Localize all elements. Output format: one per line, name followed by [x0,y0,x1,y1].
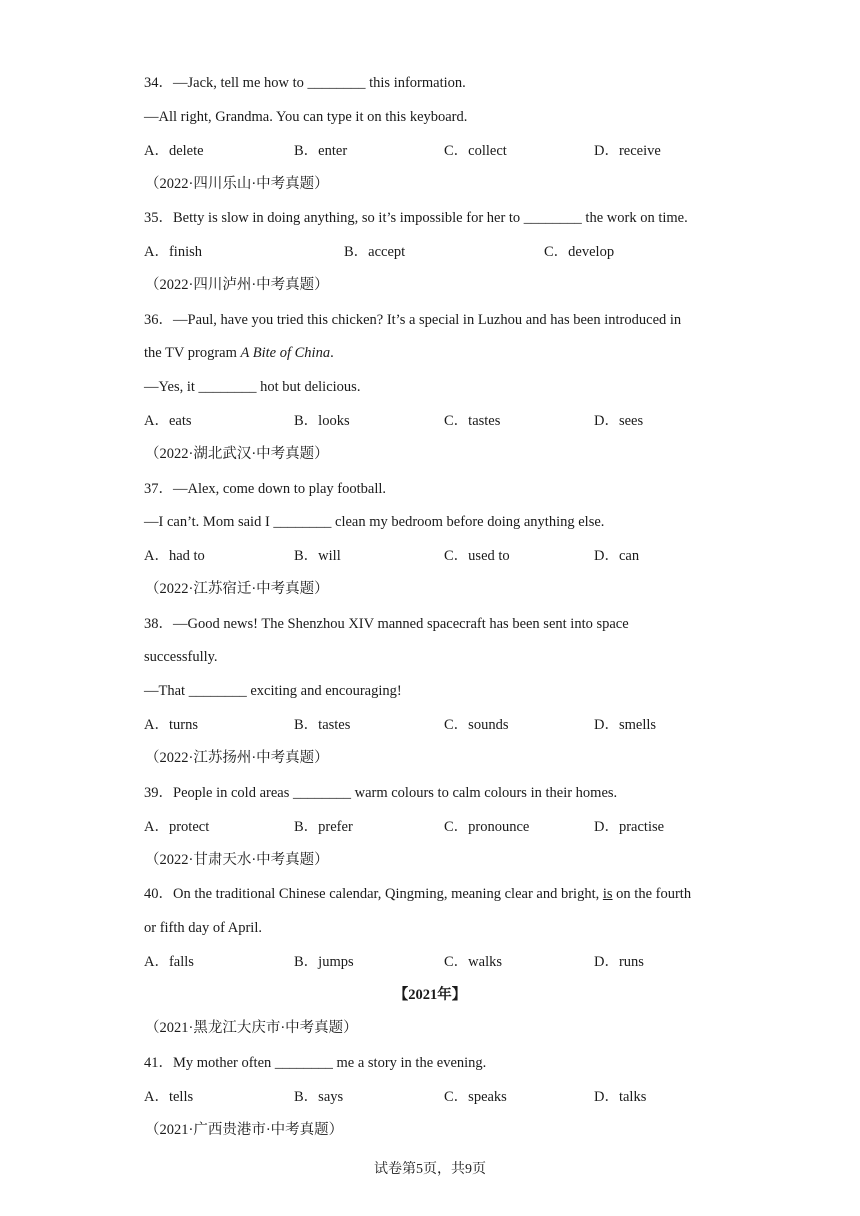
underlined-word: is [602,886,613,902]
option-a: A．tells [144,1089,194,1105]
option-b: B．enter [294,143,348,159]
question-34-line-1: 34．—Jack, tell me how to ________ this information. [144,75,466,91]
option-c: C．tastes [444,413,501,429]
question-34-line-2: —All right, Grandma. You can type it on this keyboard. [144,109,468,125]
question-40-line-2: or fifth day of April. [144,920,262,936]
option-b: B．tastes [294,717,351,733]
option-d: D．sees [594,413,644,429]
option-a: A．had to [144,548,205,564]
question-38-options [144,716,744,734]
question-39-source: （2022·江苏扬州·中考真题） [145,750,329,766]
option-d: D．talks [594,1089,647,1105]
question-42-source: （2021·广西贵港市·中考真题） [145,1122,344,1138]
option-d: D．runs [594,954,644,970]
option-c: C．develop [544,244,615,260]
question-38-line-3: —That ________ exciting and encouraging! [144,683,402,699]
question-37-source: （2022·湖北武汉·中考真题） [145,446,329,462]
question-39-line-1: 39．People in cold areas ________ warm colours to calm colours in their homes. [144,785,618,801]
question-37-line-2: —I can’t. Mom said I ________ clean my bedroom before doing anything else. [144,514,605,530]
question-35-options [144,243,744,261]
question-37-options [144,547,744,565]
option-a: A．delete [144,143,204,159]
page-footer: 试卷第5页，共9页 [374,1162,486,1177]
program-title: A Bite of China [240,345,331,361]
option-d: D．receive [594,143,661,159]
question-34-options [144,142,744,160]
option-c: C．collect [444,143,507,159]
option-d: D．can [594,548,640,564]
option-b: B．accept [344,244,406,260]
question-35-source: （2022·四川乐山·中考真题） [145,176,329,192]
option-b: B．jumps [294,954,354,970]
option-b: B．will [294,548,341,564]
option-a: A．eats [144,413,192,429]
question-40-options [144,953,744,971]
option-c: C．sounds [444,717,509,733]
question-41-line-1: 41．My mother often ________ me a story in the evening. [144,1055,487,1071]
question-41-source: （2021·黑龙江大庆市·中考真题） [145,1020,358,1036]
question-36-line-3: —Yes, it ________ hot but delicious. [144,379,361,395]
option-d: D．smells [594,717,657,733]
question-36-source: （2022·四川泸州·中考真题） [145,277,329,293]
option-b: B．looks [294,413,350,429]
option-c: C．walks [444,954,502,970]
question-36-line-1: 36．—Paul, have you tried this chicken? It’s a special in Luzhou and has been introduced in [144,312,682,328]
question-37-line-1: 37．—Alex, come down to play football. [144,481,387,497]
question-38-line-2: successfully. [144,649,218,665]
question-40-source: （2022·甘肃天水·中考真题） [145,852,329,868]
question-40-line-1: 40．On the traditional Chinese calendar, Qingming, meaning clear and bright, is on the fourth [144,886,692,902]
question-36-options [144,412,744,430]
question-36-line-2: the TV program A Bite of China. [144,345,334,361]
option-a: A．protect [144,819,210,835]
option-b: B．prefer [294,819,353,835]
question-38-source: （2022·江苏宿迁·中考真题） [145,581,329,597]
question-35-line-1: 35．Betty is slow in doing anything, so it’s impossible for her to ________ the work on time. [144,210,688,226]
question-41-options [144,1088,744,1106]
option-d: D．practise [594,819,665,835]
option-c: C．pronounce [444,819,530,835]
section-heading-2021: 【2021年】 [393,987,467,1003]
question-38-line-1: 38．—Good news! The Shenzhou XIV manned spacecraft has been sent into space [144,616,629,632]
option-a: A．finish [144,244,202,260]
option-c: C．used to [444,548,510,564]
option-c: C．speaks [444,1089,507,1105]
option-b: B．says [294,1089,344,1105]
option-a: A．turns [144,717,198,733]
question-39-options [144,818,744,836]
option-a: A．falls [144,954,194,970]
